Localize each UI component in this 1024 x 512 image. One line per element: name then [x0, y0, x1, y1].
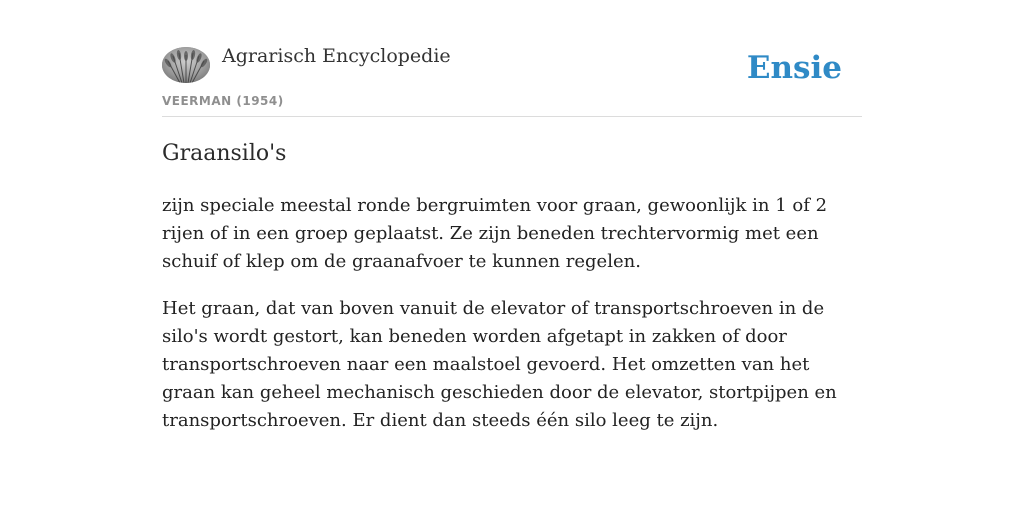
ensie-logo-link[interactable]: Ensie [746, 50, 842, 86]
entry-title: Graansilo's [162, 141, 287, 166]
author-year-label: VEERMAN (1954) [162, 94, 284, 108]
body-paragraph-1: zijn speciale meestal ronde bergruimten voor graan, gewoonlijk in 1 of 2 rijen of in een groep geplaatst. Ze zijn beneden trechtervormig met een schuif of klep om de graanafvoer te kunnen regelen. [162, 195, 828, 272]
publication-title-link[interactable]: Agrarisch Encyclopedie [222, 45, 451, 67]
entry-body [162, 192, 862, 454]
wheat-sheaf-icon[interactable] [162, 47, 210, 83]
page-header [162, 0, 862, 117]
page-container [162, 0, 862, 431]
body-paragraph-2: Het graan, dat van boven vanuit de elevator of transportschroeven in de silo's wordt gestort, kan beneden worden afgetapt in zakken of door transportschroeven naar een maalstoel gevoerd. Het omzetten van het graan kan geheel mechanisch geschieden door de elevator, stortpijpen en transportschroeven. Er dient dan steeds één silo leeg te zijn. [162, 298, 837, 431]
